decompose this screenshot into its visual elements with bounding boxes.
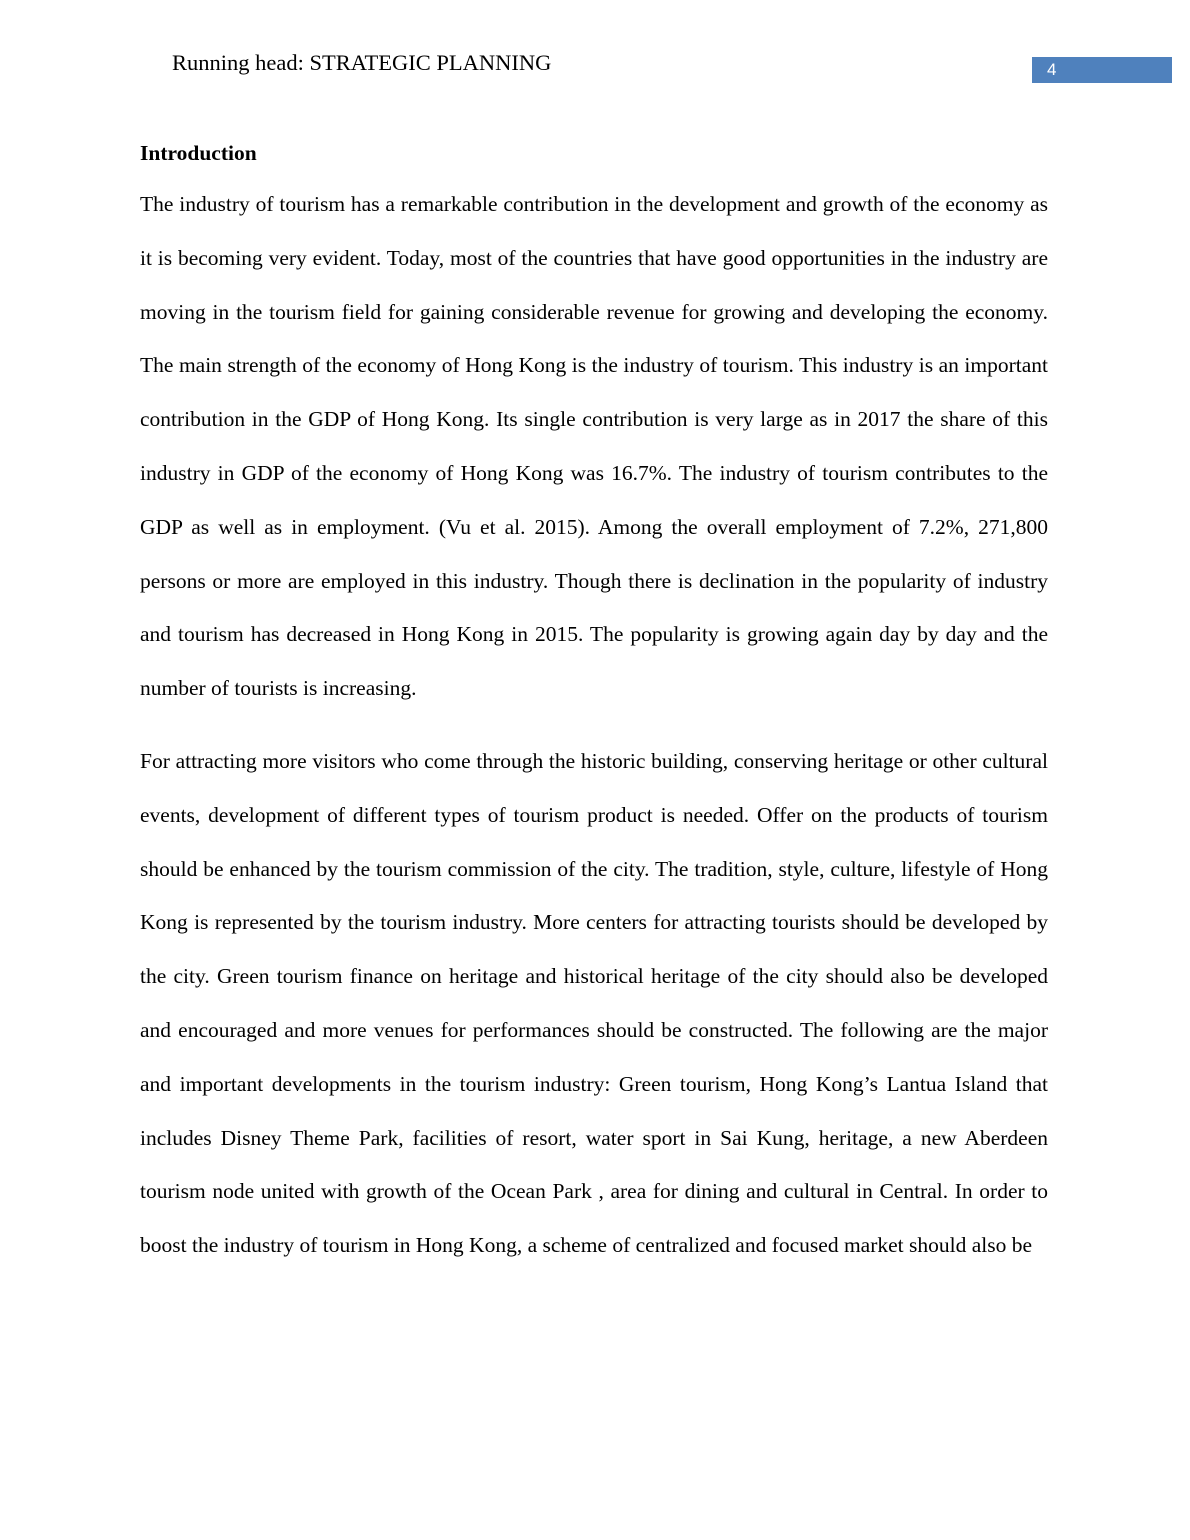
page-number-badge (1032, 57, 1172, 83)
page-number: 4 (1047, 60, 1057, 79)
paragraph: The industry of tourism has a remarkable contribution in the development and growth of the economy as it is becoming very evident. Today, most of the countries that have good opportunities in the industry are moving in the tourism field for gaining considerable revenue for growing and developing the economy. The main strength of the economy of Hong Kong is the industry of tourism. This industry is an important contribution in the GDP of Hong Kong. Its single contribution is very large as in 2017 the share of this industry in GDP of the economy of Hong Kong was 16.7%. The industry of tourism contributes to the GDP as well as in employment. (Vu et al. 2015). Among the overall employment of 7.2%, 271,800 persons or more are employed in this industry. Though there is declination in the popularity of industry and tourism has decreased in Hong Kong in 2015. The popularity is growing again day by day and the number of tourists is increasing. (140, 192, 1048, 701)
document-body (140, 138, 1048, 1273)
paragraph: For attracting more visitors who come through the historic building, conserving heritage or other cultural events, development of different types of tourism product is needed. Offer on the products of tourism should be enhanced by the tourism commission of the city. The tradition, style, culture, lifestyle of Hong Kong is represented by the tourism industry. More centers for attracting tourists should be developed by the city. Green tourism finance on heritage and historical heritage of the city should also be developed and encouraged and more venues for performances should be constructed. The following are the major and important developments in the tourism industry: Green tourism, Hong Kong’s Lantua Island that includes Disney Theme Park, facilities of resort, water sport in Sai Kung, heritage, a new Aberdeen tourism node united with growth of the Ocean Park , area for dining and cultural in Central. In order to boost the industry of tourism in Hong Kong, a scheme of centralized and focused market should also be (140, 748, 1048, 1258)
running-head: Running head: STRATEGIC PLANNING (172, 50, 552, 75)
section-heading: Introduction (140, 141, 257, 165)
